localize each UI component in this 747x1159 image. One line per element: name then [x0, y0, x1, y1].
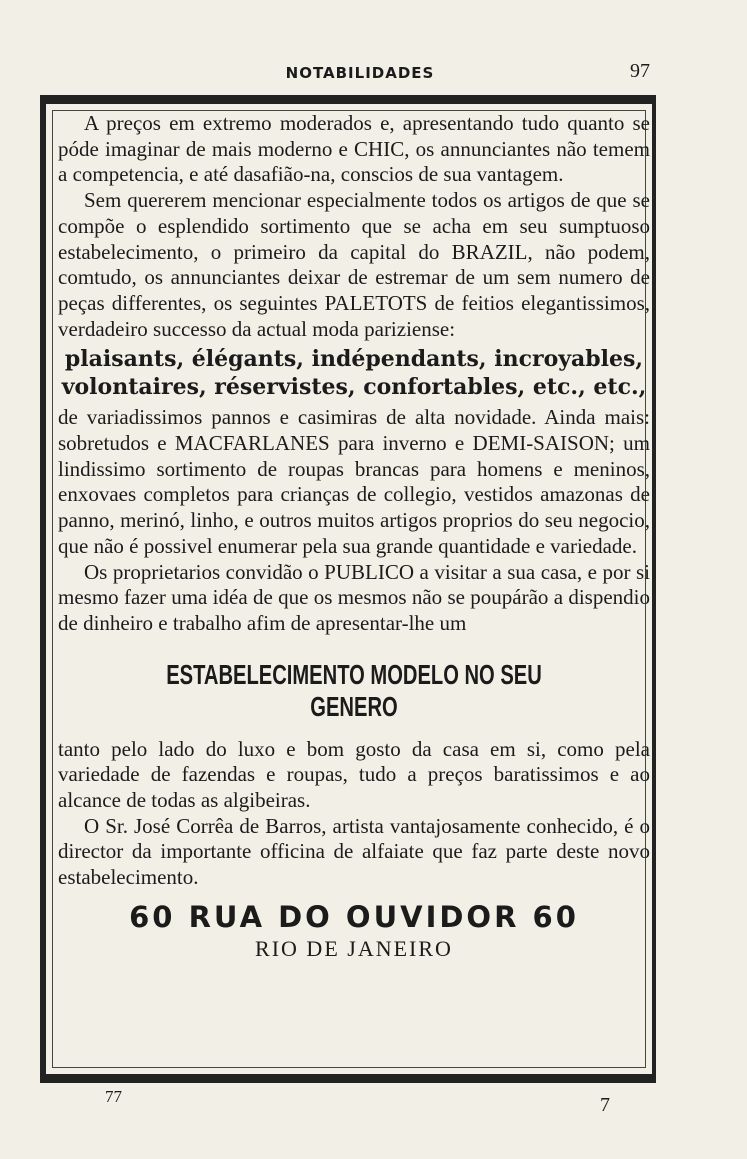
page-number: 97 [630, 60, 650, 82]
paragraph-intro: A preços em extremo moderados e, apresentando tudo quanto se póde imaginar de mais moderno e CHIC, os annunciantes não temem a competencia, e até dasafião-na, conscios de sua vantagem. [58, 111, 650, 187]
running-title: NOTABILIDADES [285, 64, 435, 82]
footer-signature-right: 7 [600, 1094, 610, 1116]
advertisement-body [58, 111, 650, 963]
page-header [60, 60, 660, 88]
footer-signature-left: 77 [105, 1087, 122, 1106]
paragraph-invitation: Os proprietarios convidão o PUBLICO a visitar a sua casa, e por si mesmo fazer uma idéa de que os mesmos não se poupárão a dispendio de dinheiro e trabalho afim de apresentar-lhe um [58, 559, 650, 635]
store-city: RIO DE JANEIRO [255, 935, 453, 961]
establishment-title: ESTABELECIMENTO MODELO NO SEU GENERO [166, 658, 542, 722]
paragraph-assortment: Sem quererem mencionar especialmente todos os artigos de que se compõe o esplendido sortimento que se acha em seu sumptuoso estabelecimento, o primeiro da capital do BRAZIL, não podem, comtudo, os annunciantes deixar de estremar de um sem numero de peças differentes, os seguintes PALETOTS de feitios elegantissimos, verdadeiro successo da actual moda pariziense: [58, 188, 650, 341]
store-address: 60 RUA DO OUVIDOR 60 [129, 899, 579, 934]
paletot-styles: plaisants, élégants, indépendants, incroyables, volontaires, réservistes, confortables, etc., etc., [61, 346, 647, 401]
paragraph-director: O Sr. José Corrêa de Barros, artista vantajosamente conhecido, é o director da importante officina de alfaiate que faz parte deste novo estabelecimento. [58, 813, 650, 890]
paragraph-fabrics: de variadissimos pannos e casimiras de alta novidade. Ainda mais: sobretudos e MACFARLANES para inverno e DEMI-SAISON; um lindissimo sortimento de roupas brancas para homens e meninos, enxovaes completos para crianças de collegio, vestidos amazonas de panno, merinó, linho, e outros muitos artigos proprios do seu negocio, que não é possivel enumerar pela sua grande quantidade e variedade. [58, 405, 650, 558]
paragraph-luxury: tanto pelo lado do luxo e bom gosto da casa em si, como pela variedade de fazendas e roupas, tudo a preços baratissimos e ao alcance de todas as algibeiras. [58, 736, 650, 813]
